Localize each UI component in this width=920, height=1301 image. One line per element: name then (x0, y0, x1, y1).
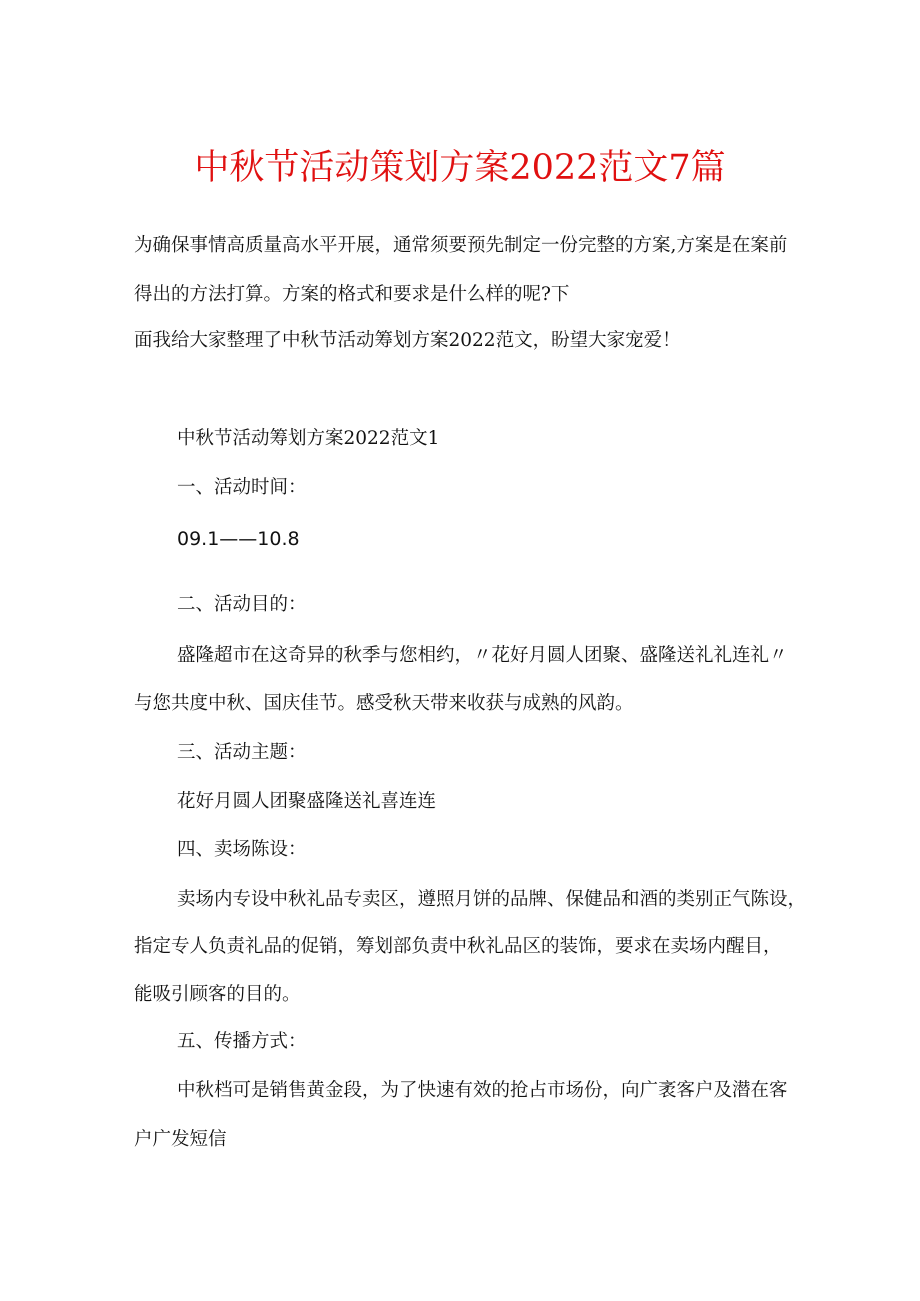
section-heading: 中秋节活动筹划方案2022范文1 (177, 428, 440, 449)
intro-line-2: 得出的方法打算。方案的格式和要求是什么样的呢?下 (134, 284, 570, 305)
heading-promotion-method: 五、传播方式： (177, 1031, 307, 1052)
display-line-1: 卖场内专设中秋礼品专卖区，遵照月饼的品牌、保健品和酒的类别正气陈设， (177, 889, 807, 910)
promotion-line-1: 中秋档可是销售黄金段，为了快速有效的抢占市场份，向广袤客户及潜在客 (177, 1080, 788, 1101)
heading-store-display: 四、卖场陈设： (177, 839, 307, 860)
promotion-line-2: 户广发短信 (134, 1129, 227, 1150)
purpose-line-1: 盛隆超市在这奇异的秋季与您相约，〃花好月圆人团聚、盛隆送礼礼连礼〃 (177, 645, 788, 666)
heading-activity-purpose: 二、活动目的： (177, 594, 307, 615)
purpose-line-2: 与您共度中秋、国庆佳节。感受秋天带来收获与成熟的风韵。 (134, 693, 634, 714)
display-line-3: 能吸引顾客的目的。 (134, 984, 301, 1005)
heading-activity-time: 一、活动时间： (177, 477, 307, 498)
activity-theme-value: 花好月圆人团聚盛隆送礼喜连连 (177, 791, 437, 812)
heading-activity-theme: 三、活动主题： (177, 742, 307, 763)
document-title: 中秋节活动策划方案2022范文7篇 (194, 148, 726, 188)
intro-line-1: 为确保事情高质量高水平开展，通常须要预先制定一份完整的方案,方案是在案前 (134, 235, 788, 256)
display-line-2: 指定专人负责礼品的促销，筹划部负责中秋礼品区的装饰，要求在卖场内醒目， (134, 936, 782, 957)
activity-time-value: 09.1——10.8 (177, 528, 300, 550)
intro-line-3: 面我给大家整理了中秋节活动筹划方案2022范文，盼望大家宠爱！ (134, 330, 681, 351)
